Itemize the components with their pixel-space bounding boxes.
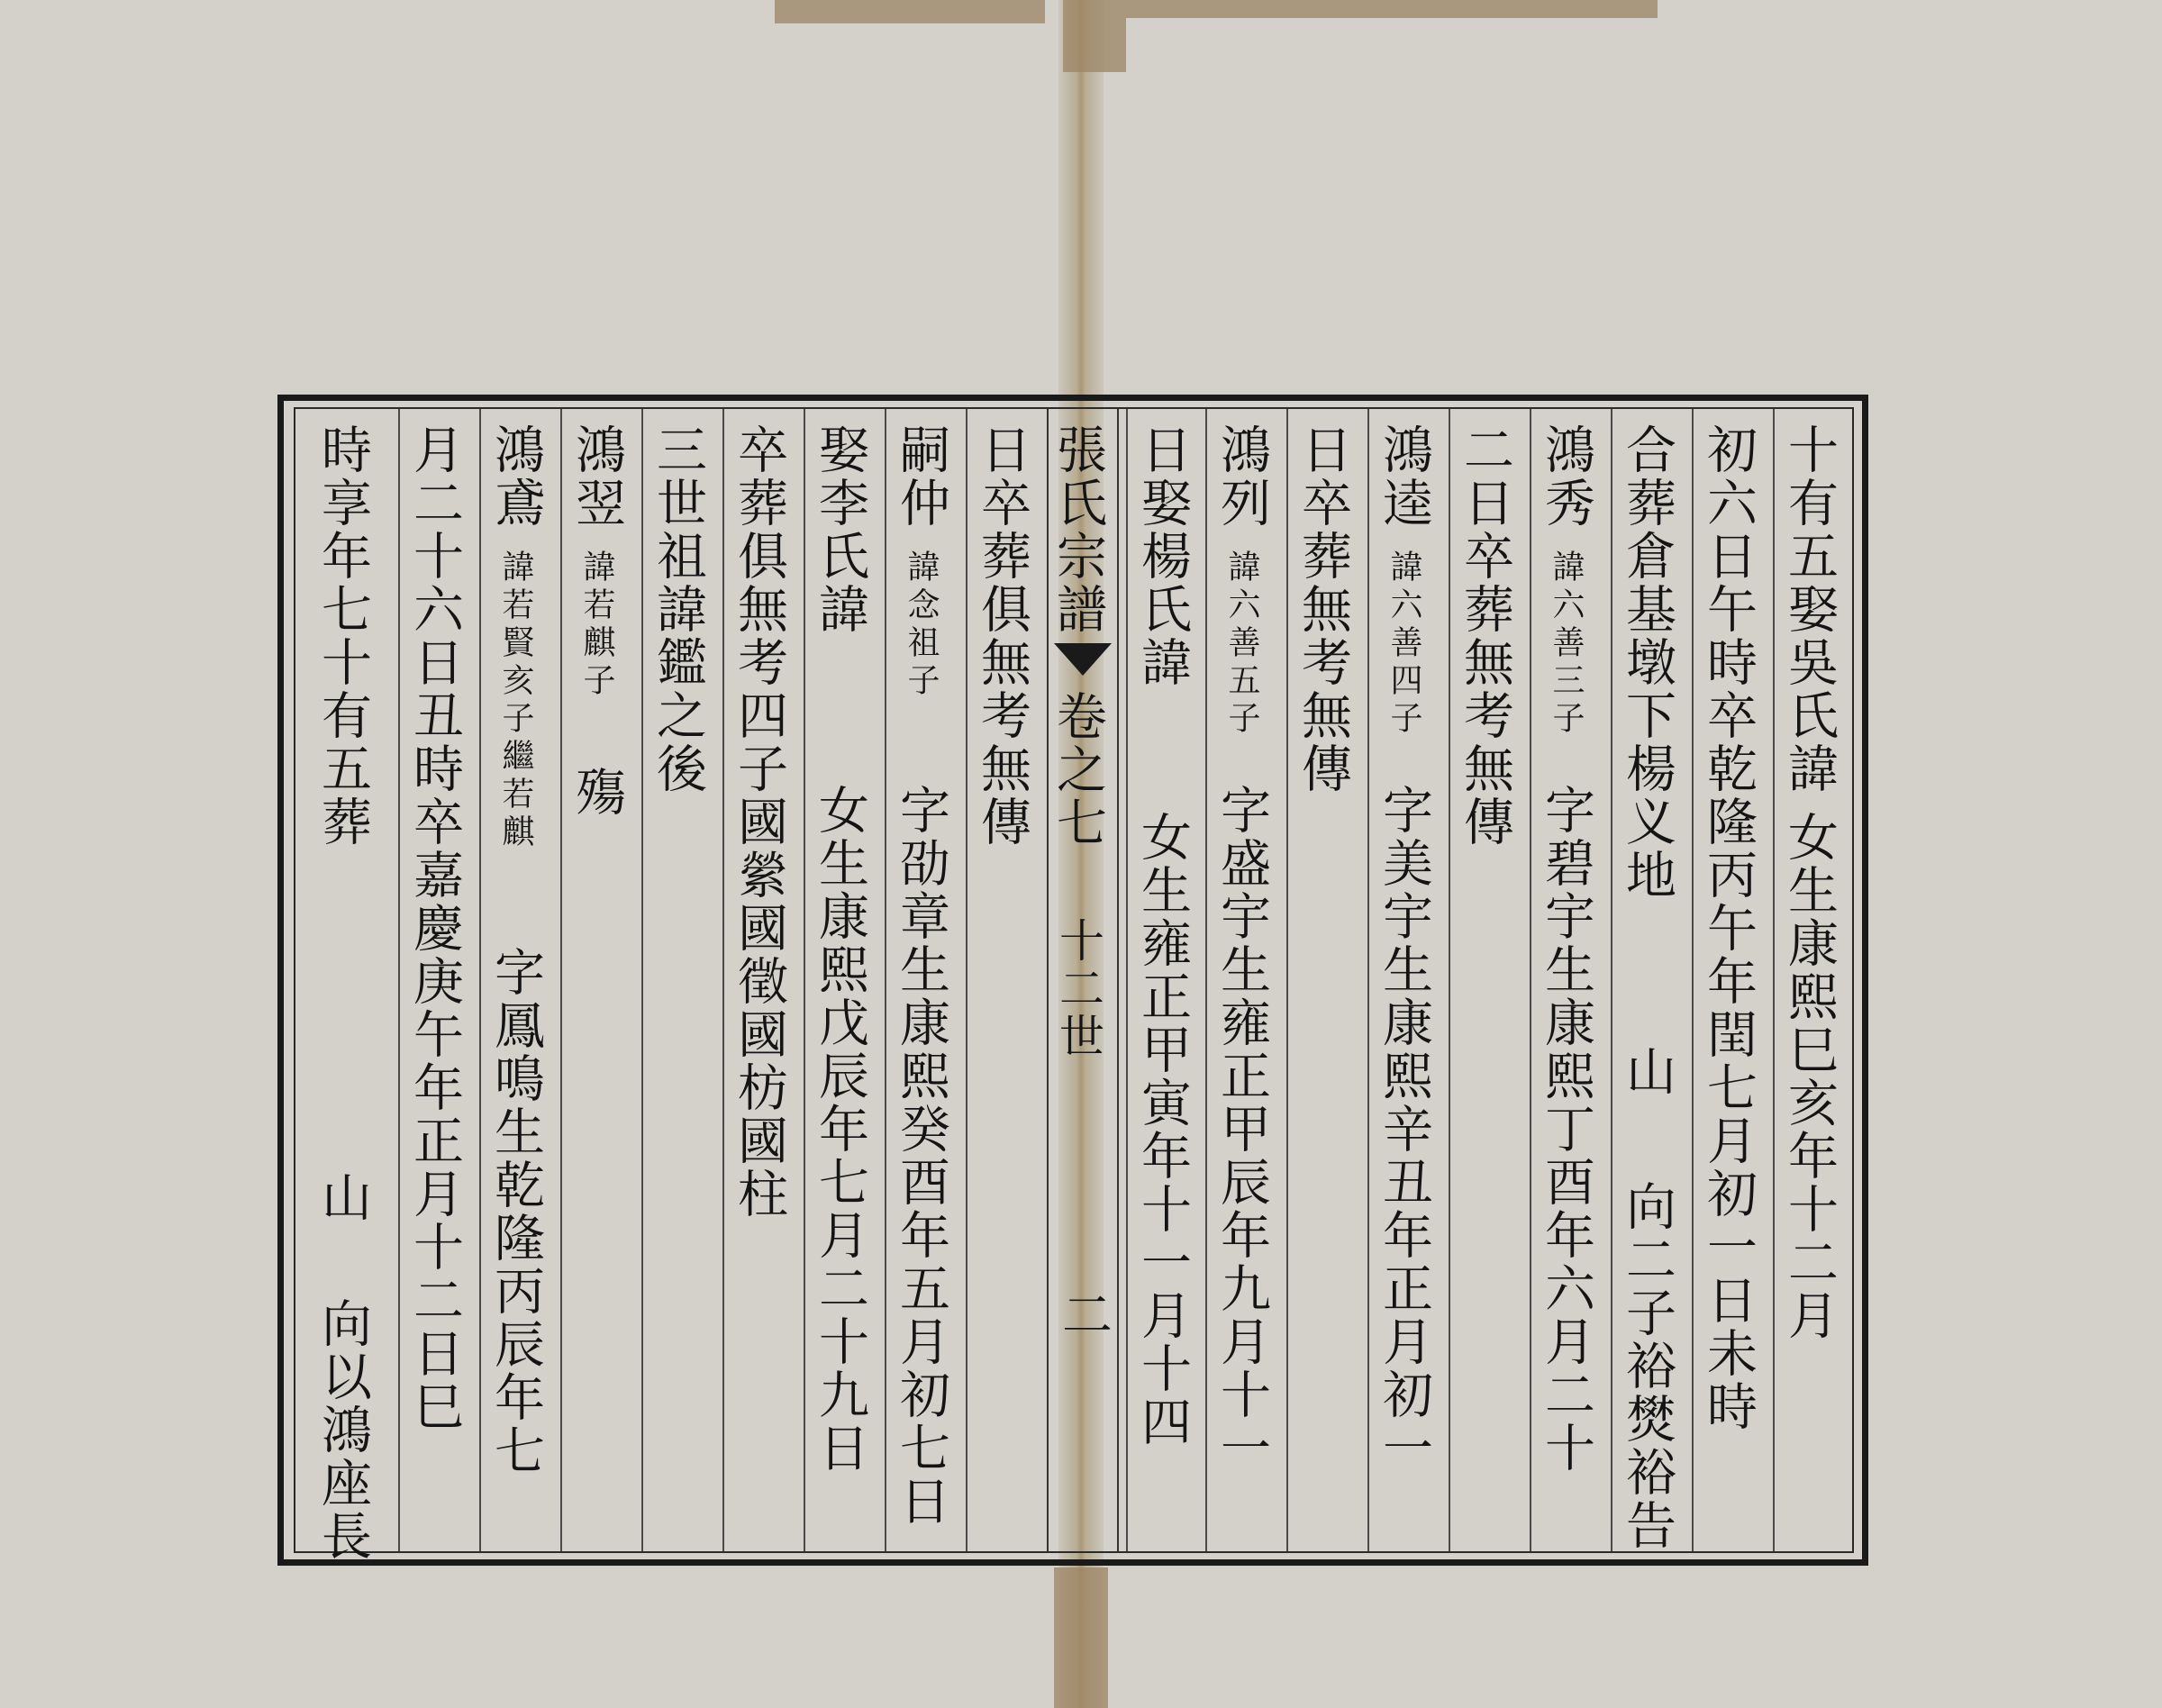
text-column-12: 娶李氏諱	[811, 423, 869, 636]
text-column-3b: 山	[1618, 1045, 1676, 1098]
column-rule	[479, 409, 481, 1551]
text-column-7: 日卒葬無考無傳	[1294, 423, 1352, 795]
text-column-18: 時享年七十有五葬	[313, 423, 372, 849]
column-rule	[1126, 409, 1128, 1551]
column-rule	[1286, 409, 1288, 1551]
text-column-15: 殤	[568, 766, 626, 819]
text-column-4: 字碧宇生康熙丁酉年六月二十	[1537, 784, 1595, 1475]
column-rule	[966, 409, 967, 1551]
column-rule	[1367, 409, 1369, 1551]
text-column-3: 合葬倉基墩下楊义地	[1618, 423, 1676, 902]
column-rule	[398, 409, 400, 1551]
volume-label: 卷之七	[1049, 690, 1107, 849]
text-column-3c: 向二子裕燓裕告	[1618, 1180, 1676, 1552]
person-note: 諱若賢亥子繼若麒	[497, 550, 534, 852]
text-column-18c: 向以鴻座長	[313, 1297, 372, 1563]
person-note: 諱六善三子	[1548, 550, 1585, 739]
person-name: 鴻逵	[1375, 423, 1433, 530]
text-column-16: 字鳳鳴生乾隆丙辰年七	[486, 946, 545, 1477]
text-column-6: 字美宇生康熙辛丑年正月初一	[1375, 784, 1433, 1475]
person-note: 諱若麒子	[578, 550, 615, 701]
column-rule	[804, 409, 805, 1551]
text-column-18b: 山	[313, 1171, 372, 1224]
text-column-10: 日卒葬俱無考無傳	[973, 423, 1031, 849]
text-column-13: 卒葬俱無考四子國縈國徵國枋國柱	[730, 423, 788, 1221]
text-column-8: 字盛宇生雍正甲辰年九月十一	[1213, 784, 1271, 1475]
text-column-1: 十有五娶吳氏諱	[1780, 423, 1839, 795]
person-name: 嗣仲	[892, 423, 950, 530]
column-rule	[885, 409, 886, 1551]
paper-stain-top-center	[1063, 0, 1126, 72]
fish-tail-mark	[1054, 643, 1112, 676]
text-column-17: 月二十六日丑時卒嘉慶庚午年正月十二日巳	[405, 423, 464, 1433]
column-rule	[1205, 409, 1207, 1551]
text-column-1b: 女生康熙巳亥年十二月	[1780, 811, 1839, 1342]
person-note: 諱念祖子	[903, 550, 940, 701]
paper-stain-top-left	[775, 0, 1045, 23]
page-number: 二	[1054, 1288, 1113, 1341]
person-name: 鴻翌	[568, 423, 626, 530]
text-column-5: 二日卒葬無考無傳	[1456, 423, 1514, 849]
book-title: 張氏宗譜	[1049, 423, 1107, 636]
column-rule	[1449, 409, 1450, 1551]
column-rule	[1773, 409, 1775, 1551]
paper-stain-top-right	[1126, 0, 1658, 18]
person-name: 鴻秀	[1537, 423, 1595, 530]
generation-label: 十二世	[1052, 917, 1104, 1060]
person-note: 諱六善四子	[1385, 550, 1422, 739]
column-rule	[1611, 409, 1612, 1551]
column-rule	[1530, 409, 1531, 1551]
column-rule	[560, 409, 562, 1551]
paper-stain-bottom-center	[1054, 1567, 1108, 1708]
column-rule	[1692, 409, 1694, 1551]
person-name: 鴻列	[1213, 423, 1271, 530]
text-column-12b: 女生康熙戊辰年七月二十九日	[811, 784, 869, 1475]
text-column-9: 日娶楊氏諱	[1133, 423, 1192, 689]
text-column-9b: 女生雍正甲寅年十一月十四	[1133, 811, 1192, 1449]
text-column-2: 初六日午時卒乾隆丙午年閏七月初一日未時	[1699, 423, 1758, 1433]
person-name: 鴻鳶	[486, 423, 545, 530]
column-rule	[722, 409, 724, 1551]
text-column-14: 三世祖諱鑑之後	[649, 423, 707, 795]
column-rule	[641, 409, 643, 1551]
text-column-11: 字劭章生康熙癸酉年五月初七日	[892, 784, 950, 1528]
person-note: 諱六善五子	[1223, 550, 1260, 739]
